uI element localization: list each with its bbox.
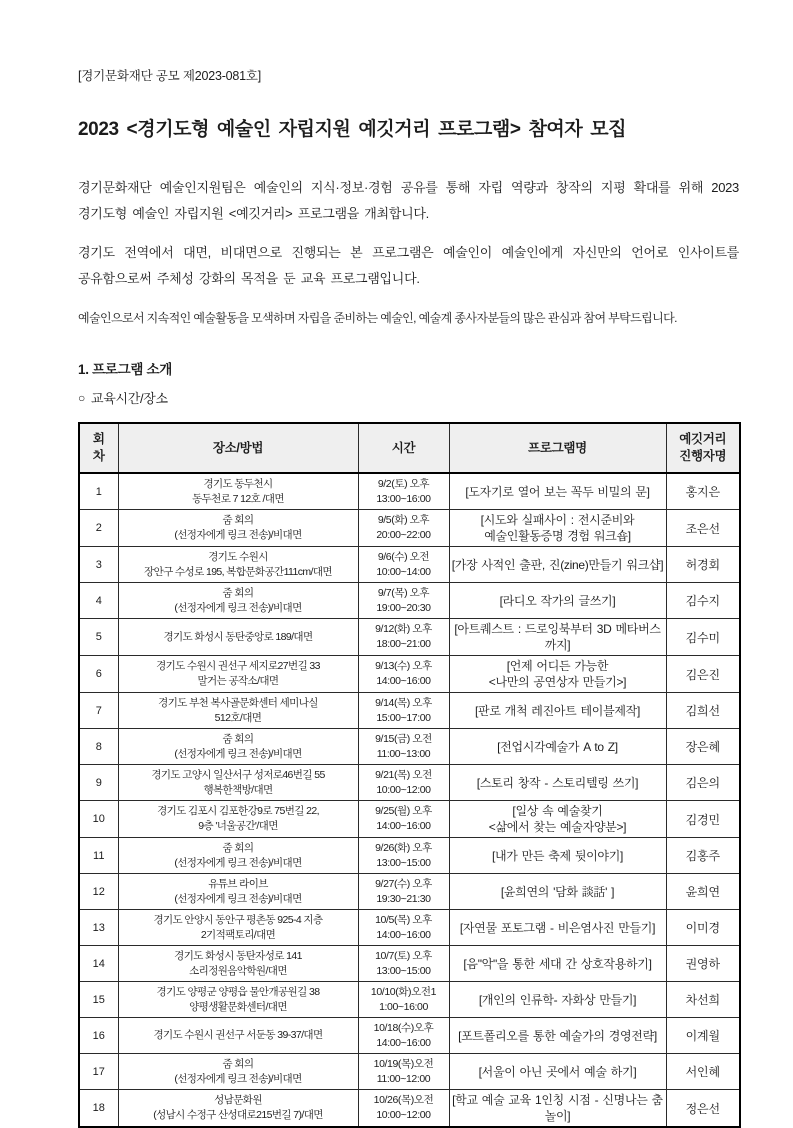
cell-host-name: 김은의: [666, 765, 740, 801]
program-schedule-table: [78, 422, 741, 1128]
cell-program-name: [판로 개척 레진아트 테이블제작]: [449, 693, 666, 729]
notice-number: [경기문화재단 공모 제2023-081호]: [78, 69, 262, 83]
table-row: [79, 765, 740, 801]
cell-place-method: 경기도 화성시 동탄중앙로 189/대면: [118, 619, 358, 656]
intro-paragraph-2: 경기도 전역에서 대면, 비대면으로 진행되는 본 프로그램은 예술인이 예술인에게 자신만의 언어로 인사이트를 공유함으로써 주체성 강화의 목적을 둔 교육 프로그램입니다.: [78, 245, 739, 286]
cell-time: 9/2(토) 오후 13:00~16:00: [358, 473, 449, 510]
cell-place-method: 경기도 수원시 권선구 서둔동 39-37/대면: [118, 1018, 358, 1054]
cell-time: 9/14(목) 오후 15:00~17:00: [358, 693, 449, 729]
table-row: [79, 1054, 740, 1090]
col-header-time: 시간: [358, 423, 449, 473]
cell-program-name: [도자기로 열어 보는 꼭두 비밀의 문]: [449, 473, 666, 510]
header-row: [79, 423, 740, 473]
cell-session-number: 1: [79, 473, 118, 510]
table-row: [79, 946, 740, 982]
cell-session-number: 10: [79, 801, 118, 838]
table-row: [79, 1090, 740, 1128]
table-row: [79, 656, 740, 693]
cell-program-name: [전업시각예술가 A to Z]: [449, 729, 666, 765]
cell-host-name: 차선희: [666, 982, 740, 1018]
cell-program-name: [포트폴리오를 통한 예술가의 경영전략]: [449, 1018, 666, 1054]
page-title: 2023 <경기도형 예술인 자립지원 예깃거리 프로그램> 참여자 모집: [78, 119, 627, 140]
cell-program-name: [시도와 실패사이 : 전시준비와 예술인활동증명 경험 워크숍]: [449, 510, 666, 547]
cell-session-number: 11: [79, 838, 118, 874]
program-table-header: [79, 423, 740, 473]
cell-session-number: 17: [79, 1054, 118, 1090]
subsection-heading-schedule: [78, 388, 739, 407]
program-table-body: [79, 473, 740, 1127]
cell-session-number: 3: [79, 547, 118, 583]
cell-session-number: 18: [79, 1090, 118, 1128]
table-row: [79, 729, 740, 765]
cell-host-name: 정은선: [666, 1090, 740, 1128]
cell-time: 10/18(수)오후 14:00~16:00: [358, 1018, 449, 1054]
cell-program-name: [개인의 인류학- 자화상 만들기]: [449, 982, 666, 1018]
cell-time: 9/13(수) 오후 14:00~16:00: [358, 656, 449, 693]
cell-session-number: 8: [79, 729, 118, 765]
cell-session-number: 13: [79, 910, 118, 946]
col-header-session: 회 차: [79, 423, 118, 473]
cell-place-method: 경기도 부천 복사골문화센터 세미나실 512호/대면: [118, 693, 358, 729]
cell-program-name: [음"악"을 통한 세대 간 상호작용하기]: [449, 946, 666, 982]
cell-time: 9/25(월) 오후 14:00~16:00: [358, 801, 449, 838]
cell-program-name: [내가 만든 축제 뒷이야기]: [449, 838, 666, 874]
col-header-program: 프로그램명: [449, 423, 666, 473]
cell-session-number: 7: [79, 693, 118, 729]
cell-time: 9/6(수) 오전 10:00~14:00: [358, 547, 449, 583]
cell-time: 9/27(수) 오후 19:30~21:30: [358, 874, 449, 910]
cell-session-number: 9: [79, 765, 118, 801]
cell-program-name: [언제 어디든 가능한 <나만의 공연상자 만들기>]: [449, 656, 666, 693]
cell-place-method: 경기도 안양시 동안구 평촌동 925-4 지층 2기적팩토리/대면: [118, 910, 358, 946]
cell-time: 10/5(목) 오후 14:00~16:00: [358, 910, 449, 946]
table-row: [79, 510, 740, 547]
cell-host-name: 조은선: [666, 510, 740, 547]
cell-host-name: 김경민: [666, 801, 740, 838]
cell-place-method: 줌 회의 (선정자에게 링크 전송)/비대면: [118, 510, 358, 547]
cell-place-method: 경기도 수원시 권선구 세지로27번길 33 말거는 공작소/대면: [118, 656, 358, 693]
cell-session-number: 12: [79, 874, 118, 910]
cell-host-name: 김은진: [666, 656, 740, 693]
cell-host-name: 김홍주: [666, 838, 740, 874]
table-row: [79, 838, 740, 874]
cell-time: 10/10(화)오전1 1:00~16:00: [358, 982, 449, 1018]
cell-time: 9/7(목) 오후 19:00~20:30: [358, 583, 449, 619]
cell-place-method: 경기도 김포시 김포한강9로 75번길 22, 9층 '너울공간'/대면: [118, 801, 358, 838]
table-row: [79, 473, 740, 510]
cell-host-name: 김수지: [666, 583, 740, 619]
cell-host-name: 이계월: [666, 1018, 740, 1054]
cell-host-name: 허경회: [666, 547, 740, 583]
table-row: [79, 547, 740, 583]
col-header-host: 예깃거리 진행자명: [666, 423, 740, 473]
cell-time: 10/19(목)오전 11:00~12:00: [358, 1054, 449, 1090]
cell-host-name: 김희선: [666, 693, 740, 729]
cell-program-name: [스토리 창작 - 스토리텔링 쓰기]: [449, 765, 666, 801]
cell-session-number: 2: [79, 510, 118, 547]
cell-program-name: [학교 예술 교육 1인칭 시점 - 신명나는 춤놀이]: [449, 1090, 666, 1128]
col-header-place: 장소/방법: [118, 423, 358, 473]
cell-place-method: 경기도 수원시 장안구 수성로 195, 복합문화공간111cm/대면: [118, 547, 358, 583]
cell-place-method: 성남문화원 (성남시 수정구 산성대로215번길 7)/대면: [118, 1090, 358, 1128]
circle-bullet-icon: ○: [78, 391, 85, 405]
cell-session-number: 4: [79, 583, 118, 619]
cell-program-name: [서울이 아닌 곳에서 예술 하기]: [449, 1054, 666, 1090]
cell-time: 9/21(목) 오전 10:00~12:00: [358, 765, 449, 801]
table-row: [79, 910, 740, 946]
cell-program-name: [자연물 포토그램 - 비은염사진 만들기]: [449, 910, 666, 946]
cell-host-name: 김수미: [666, 619, 740, 656]
cell-session-number: 6: [79, 656, 118, 693]
cell-place-method: 경기도 고양시 일산서구 성저로46번길 55 행복한책방/대면: [118, 765, 358, 801]
cell-place-method: 경기도 동두천시 동두천로 7 12호 /대면: [118, 473, 358, 510]
section-heading-program-intro: 1. 프로그램 소개: [78, 362, 173, 377]
cell-time: 9/5(화) 오후 20:00~22:00: [358, 510, 449, 547]
cell-session-number: 14: [79, 946, 118, 982]
intro-paragraph-1: 경기문화재단 예술인지원팀은 예술인의 지식·정보·경험 공유를 통해 자립 역량과 창작의 지평 확대를 위해 2023 경기도형 예술인 자립지원 <예깃거리> 프로그램을 개최합니다.: [78, 180, 739, 221]
cell-program-name: [라디오 작가의 글쓰기]: [449, 583, 666, 619]
cell-time: 10/26(목)오전 10:00~12:00: [358, 1090, 449, 1128]
cell-session-number: 5: [79, 619, 118, 656]
cell-place-method: 경기도 양평군 양평읍 물안개공원길 38 양평생활문화센터/대면: [118, 982, 358, 1018]
table-row: [79, 583, 740, 619]
cell-place-method: 줌 회의 (선정자에게 링크 전송)/비대면: [118, 729, 358, 765]
table-row: [79, 693, 740, 729]
table-row: [79, 874, 740, 910]
cell-host-name: 이미경: [666, 910, 740, 946]
table-row: [79, 1018, 740, 1054]
subsection-label: 교육시간/장소: [90, 391, 168, 406]
intro-paragraph-3: 예술인으로서 지속적인 예술활동을 모색하며 자립을 준비하는 예술인, 예술계 종사자분들의 많은 관심과 참여 부탁드립니다.: [78, 311, 677, 325]
cell-place-method: 줌 회의 (선정자에게 링크 전송)/비대면: [118, 583, 358, 619]
cell-time: 9/12(화) 오후 18:00~21:00: [358, 619, 449, 656]
cell-place-method: 경기도 화성시 동탄자성로 141 소리정원음악학원/대면: [118, 946, 358, 982]
cell-program-name: [가장 사적인 출판, 진(zine)만들기 워크샵]: [449, 547, 666, 583]
cell-time: 10/7(토) 오후 13:00~15:00: [358, 946, 449, 982]
table-row: [79, 982, 740, 1018]
cell-program-name: [일상 속 예술찾기 <삶에서 찾는 예술자양분>]: [449, 801, 666, 838]
cell-host-name: 권영하: [666, 946, 740, 982]
table-row: [79, 801, 740, 838]
table-row: [79, 619, 740, 656]
cell-session-number: 15: [79, 982, 118, 1018]
cell-time: 9/26(화) 오후 13:00~15:00: [358, 838, 449, 874]
cell-time: 9/15(금) 오전 11:00~13:00: [358, 729, 449, 765]
cell-place-method: 유튜브 라이브 (선정자에게 링크 전송)/비대면: [118, 874, 358, 910]
cell-host-name: 장은혜: [666, 729, 740, 765]
cell-host-name: 서인혜: [666, 1054, 740, 1090]
cell-program-name: [아트퀘스트 : 드로잉북부터 3D 메타버스까지]: [449, 619, 666, 656]
cell-place-method: 줌 회의 (선정자에게 링크 전송)/비대면: [118, 1054, 358, 1090]
cell-host-name: 홍지은: [666, 473, 740, 510]
cell-host-name: 윤희연: [666, 874, 740, 910]
cell-place-method: 줌 회의 (선정자에게 링크 전송)/비대면: [118, 838, 358, 874]
cell-session-number: 16: [79, 1018, 118, 1054]
cell-program-name: [윤희연의 '담화 談話' ]: [449, 874, 666, 910]
